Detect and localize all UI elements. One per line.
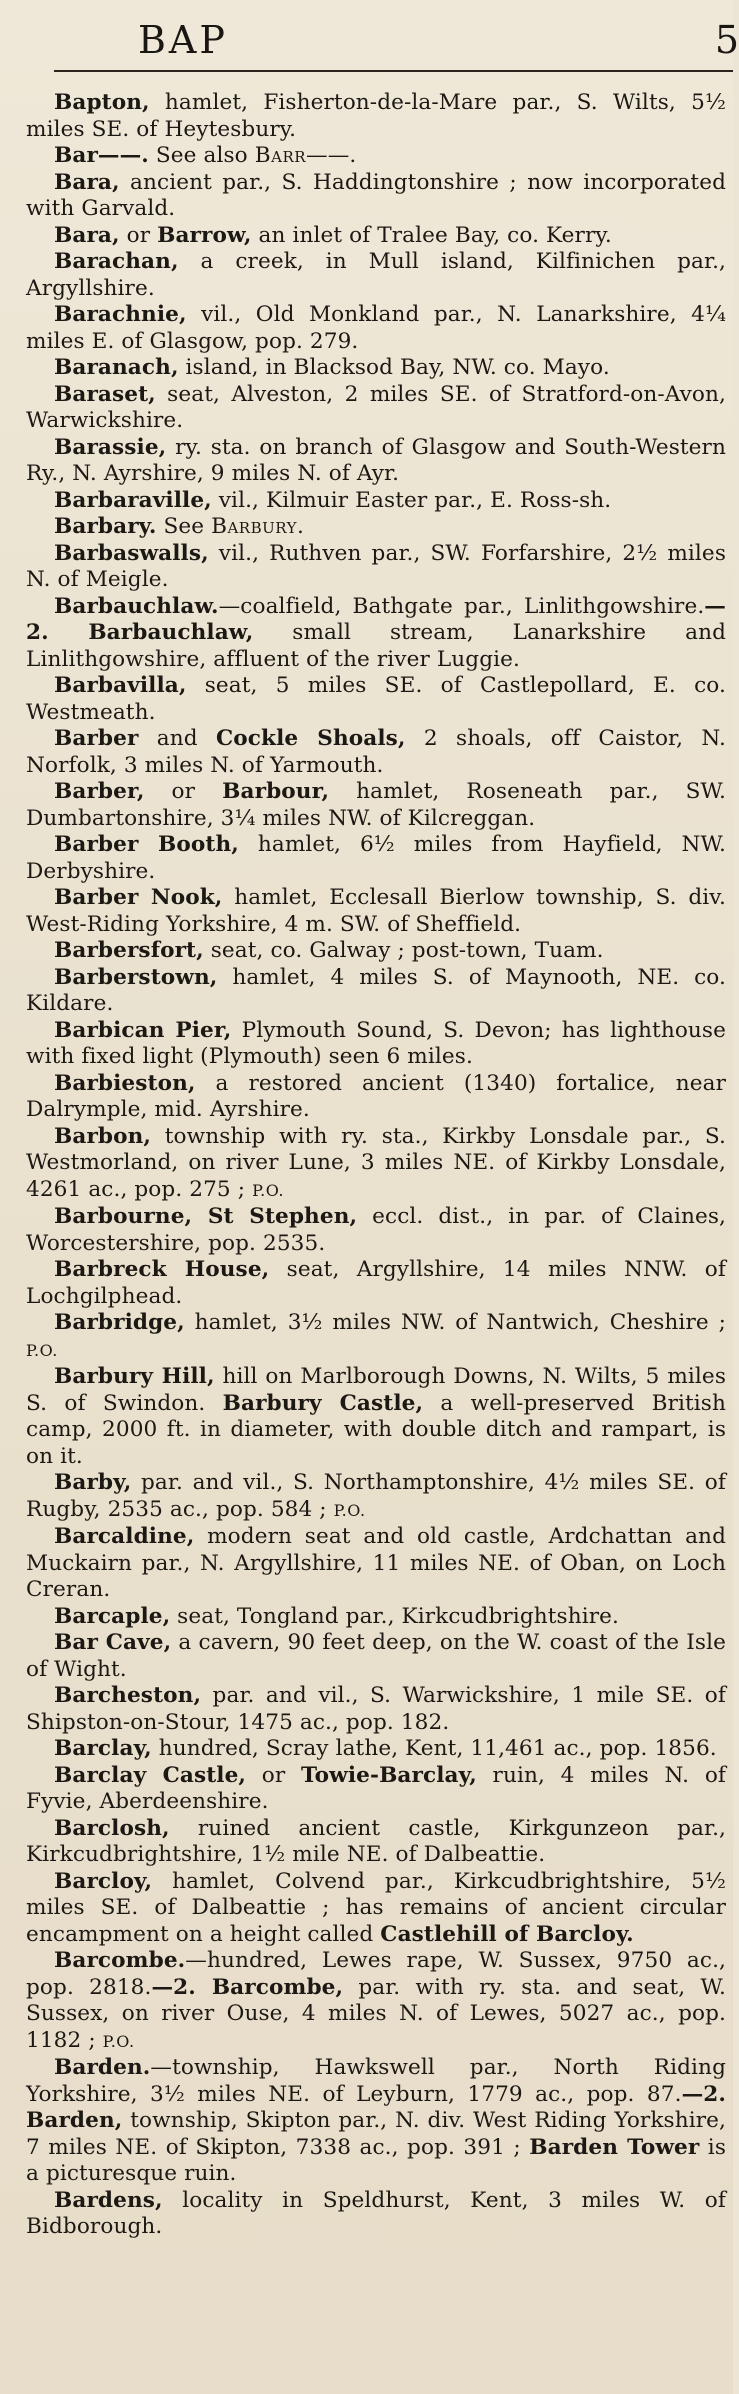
gazetteer-entry (26, 1310, 726, 1364)
gazetteer-entry (26, 1257, 726, 1310)
entry-text: or (246, 1762, 301, 1788)
cross-reference: Barr (254, 143, 307, 168)
entry-headword: Barbaraville, (54, 487, 212, 513)
entry-headword: Barbaswalls, (54, 540, 209, 566)
entry-text: seat, 5 miles SE. of Castlepollard, E. co. Westmeath. (26, 673, 726, 725)
running-head: BAP (138, 18, 228, 62)
entry-text: locality in Speldhurst, Kent, 3 miles W. of Bidborough. (26, 2187, 726, 2239)
entry-text: ——. (306, 143, 357, 168)
gazetteer-entry (26, 170, 726, 223)
entry-headword: Cockle Shoals, (216, 726, 406, 751)
entry-headword: Barbon, (54, 1123, 152, 1149)
entry-text: 2 shoals, off Caistor, N. Norfolk, 3 miles N. of Yarmouth. (26, 726, 726, 778)
entry-text: —hundred, Lewes rape, W. Sussex, 9750 ac., pop. 2818. (26, 1948, 726, 2000)
entry-headword: Barberstown, (54, 964, 218, 990)
entry-text: vil., Ruthven par., SW. Forfarshire, 2½ miles N. of Meigle. (26, 540, 726, 592)
entry-headword: Baraset, (54, 381, 156, 407)
entry-text: See (156, 514, 212, 539)
gazetteer-entry (26, 249, 726, 302)
gazetteer-entry (26, 514, 726, 541)
entry-text: ancient par., S. Haddingtonshire ; now incorporated with Garvald. (26, 169, 726, 221)
entry-headword: Towie-Barclay, (300, 1762, 477, 1788)
entry-text: island, in Blacksod Bay, NW. co. Mayo. (178, 355, 610, 380)
entry-headword: Barachan, (54, 249, 179, 274)
entry-text: ruined ancient castle, Kirkgunzeon par., Kirkcudbrightshire, 1½ mile NE. of Dalbeattie. (26, 1815, 726, 1867)
cross-reference: Barbury (211, 514, 297, 539)
entry-headword: Barbourne, St Stephen, (54, 1204, 358, 1229)
entry-headword: Barbreck House, (54, 1257, 270, 1282)
gazetteer-entry (26, 435, 726, 488)
entry-text: and (138, 726, 217, 751)
gazetteer-entry (26, 1948, 726, 2055)
entry-text: See also (148, 143, 255, 168)
entry-text: hamlet, 3½ miles NW. of Nantwich, Cheshire ; (184, 1310, 726, 1335)
entry-text: township with ry. sta., Kirkby Lonsdale par., S. Westmorland, on river Lune, 3 miles NE. of Kirkby Lonsdale, 4261 ac., pop. 275 ; (26, 1123, 726, 1202)
entry-headword: Castlehill of Barcloy. (380, 1921, 634, 1947)
gazetteer-entry (26, 938, 726, 965)
entry-text: hamlet, Roseneath par., SW. Dumbartonshire, 3¼ miles NW. of Kilcreggan. (26, 779, 726, 831)
gazetteer-entry (26, 885, 726, 938)
entry-headword: Barclay, (54, 1736, 152, 1761)
gazetteer-entry (26, 223, 726, 250)
entry-headword: Barbour, (222, 779, 330, 804)
entry-text: par. with ry. sta. and seat, W. Sussex, on river Ouse, 4 miles N. of Lewes, 5027 ac., pop. 1182 ; (26, 1974, 726, 2053)
entry-headword: Barassie, (54, 434, 167, 460)
entry-headword: Bar——. (54, 143, 149, 168)
gazetteer-entry (26, 832, 726, 885)
gazetteer-entry (26, 1470, 726, 1524)
post-office-mark: P.O. (102, 2031, 135, 2051)
entry-text: vil., Old Monkland par., N. Lanarkshire, 4¼ miles E. of Glasgow, pop. 279. (26, 302, 726, 354)
entry-headword: Barcaldine, (54, 1524, 195, 1549)
entry-text: hamlet, 4 miles S. of Maynooth, NE. co. Kildare. (26, 964, 726, 1016)
entry-headword: Barcheston, (54, 1683, 202, 1708)
gazetteer-entry (26, 1763, 726, 1816)
gazetteer-entry (26, 1124, 726, 1205)
gazetteer-entry (26, 965, 726, 1018)
gazetteer-entry (26, 779, 726, 832)
gazetteer-entry (26, 726, 726, 779)
gazetteer-entry (26, 2055, 726, 2188)
gazetteer-entry (26, 302, 726, 355)
entry-text: ry. sta. on branch of Glasgow and South-Western Ry., N. Ayrshire, 9 miles N. of Ayr. (26, 434, 726, 486)
entry-text: seat, Argyllshire, 14 miles NNW. of Lochgilphead. (26, 1257, 726, 1309)
entry-text: an inlet of Tralee Bay, co. Kerry. (251, 222, 612, 248)
entry-headword: Barber (54, 726, 139, 751)
gazetteer-entry (26, 1816, 726, 1869)
header-rule (54, 70, 733, 72)
entry-text: hamlet, Fisherton-de-la-Mare par., S. Wilts, 5½ miles SE. of Heytesbury. (26, 90, 726, 142)
entry-text: hill on Marlborough Downs, N. Wilts, 5 miles S. of Swindon. (26, 1364, 726, 1416)
entry-headword: Barcombe. (54, 1948, 186, 1973)
entry-headword: Bara, (54, 169, 120, 195)
post-office-mark: P.O. (252, 1180, 284, 1200)
entry-headword: —2. Barcombe, (151, 1974, 344, 2000)
entry-text: par. and vil., S. Warwickshire, 1 mile SE. of Shipston-on-Stour, 1475 ac., pop. 182. (26, 1683, 726, 1735)
gazetteer-entry (26, 541, 726, 594)
entry-text: —coalfield, Bathgate par., Linlithgowshire. (218, 593, 705, 619)
entry-text: seat, co. Galway ; post-town, Tuam. (203, 938, 604, 963)
entry-headword: Barclosh, (54, 1815, 170, 1841)
entry-headword: Bar Cave, (54, 1630, 172, 1655)
entry-headword: —2. Barden, (26, 2081, 726, 2133)
entry-headword: Bara, (54, 222, 120, 248)
entry-headword: Barclay Castle, (54, 1762, 247, 1788)
entry-headword: Barbersfort, (54, 938, 204, 963)
entry-text: a cavern, 90 feet deep, on the W. coast of the Isle of Wight. (26, 1630, 726, 1682)
entry-text: —township, Hawkswell par., North Riding Yorkshire, 3½ miles NE. of Leyburn, 1779 ac., pop. 87. (26, 2055, 726, 2107)
gazetteer-entry (26, 1204, 726, 1257)
entry-headword: Bardens, (54, 2187, 163, 2213)
entry-headword: Barber Booth, (54, 832, 239, 857)
entry-text: eccl. dist., in par. of Claines, Worcestershire, pop. 2535. (26, 1204, 726, 1256)
entry-headword: Barden Tower (529, 2134, 700, 2160)
gazetteer-entry (26, 382, 726, 435)
entry-text: ruin, 4 miles N. of Fyvie, Aberdeenshire. (26, 1762, 727, 1814)
entry-headword: Barbary. (54, 514, 157, 539)
post-office-mark: P.O. (333, 1500, 366, 1520)
entry-headword: Barbury Castle, (222, 1390, 424, 1416)
page-header (0, 0, 739, 100)
gazetteer-entry (26, 1071, 726, 1124)
entry-text: . (296, 514, 304, 539)
entry-headword: —2. Barbauchlaw, (26, 593, 726, 645)
entry-headword: Barbury Hill, (54, 1364, 215, 1389)
entry-text: is a picturesque ruin. (26, 2134, 726, 2186)
entry-text: seat, Alveston, 2 miles SE. of Stratford-on-Avon, Warwickshire. (26, 381, 726, 433)
entries-column (26, 90, 726, 2241)
entry-text: a creek, in Mull island, Kilfinichen par., Argyllshire. (26, 249, 726, 301)
entry-text: or (119, 222, 158, 248)
gazetteer-entry (26, 355, 726, 382)
gazetteer-entry (26, 1364, 726, 1470)
gazetteer-entry (26, 90, 726, 143)
entry-text: hamlet, 6½ miles from Hayfield, NW. Derbyshire. (26, 832, 726, 884)
entry-text: hamlet, Colvend par., Kirkcudbrightshire, 5½ miles SE. of Dalbeattie ; has remains of ancient circular encampment on a height called (26, 1868, 726, 1947)
gazetteer-entry (26, 1869, 726, 1949)
entry-headword: Barcaple, (54, 1603, 171, 1629)
entry-text: a restored ancient (1340) fortalice, near Dalrymple, mid. Ayrshire. (26, 1070, 726, 1122)
gazetteer-entry (26, 1604, 726, 1631)
entry-headword: Barden. (54, 2055, 151, 2080)
entry-text: or (144, 779, 223, 804)
entry-text: seat, Tongland par., Kirkcudbrightshire. (170, 1603, 619, 1629)
entry-headword: Barrow, (157, 222, 252, 248)
gazetteer-entry (26, 1018, 726, 1071)
entry-text: hundred, Scray lathe, Kent, 11,461 ac., pop. 1856. (151, 1736, 717, 1761)
gazetteer-entry (26, 673, 726, 726)
entry-headword: Barber Nook, (54, 885, 223, 910)
entry-text: vil., Kilmuir Easter par., E. Ross-sh. (211, 487, 612, 513)
post-office-mark: P.O. (26, 1340, 58, 1360)
gazetteer-entry (26, 594, 726, 674)
entry-text: Plymouth Sound, S. Devon; has lighthouse with fixed light (Plymouth) seen 6 miles. (26, 1017, 726, 1069)
gazetteer-entry (26, 1736, 726, 1763)
entry-text: modern seat and old castle, Ardchattan and Muckairn par., N. Argyllshire, 11 miles NE. of Oban, on Loch Creran. (26, 1524, 726, 1602)
entry-headword: Bapton, (54, 90, 150, 115)
entry-headword: Barbican Pier, (54, 1017, 232, 1043)
gazetteer-entry (26, 1683, 726, 1736)
entry-text: a well-preserved British camp, 2000 ft. in diameter, with double ditch and rampart, is on it. (26, 1390, 726, 1469)
entry-text: small stream, Lanarkshire and Linlithgowshire, affluent of the river Luggie. (26, 620, 727, 672)
entry-headword: Barachnie, (54, 302, 187, 327)
entry-headword: Barbavilla, (54, 673, 187, 698)
entry-headword: Barber, (54, 779, 145, 804)
gazetteer-entry (26, 488, 726, 515)
page-number: 5 (714, 18, 739, 62)
entry-headword: Baranach, (54, 355, 179, 380)
gazetteer-entry (26, 1524, 726, 1604)
entry-text: township, Skipton par., N. div. West Riding Yorkshire, 7 miles NE. of Skipton, 7338 ac., pop. 391 ; (26, 2108, 726, 2160)
entry-headword: Barcloy, (54, 1868, 153, 1894)
entry-text: par. and vil., S. Northamptonshire, 4½ miles SE. of Rugby, 2535 ac., pop. 584 ; (26, 1470, 726, 1522)
gazetteer-entry (26, 1630, 726, 1683)
entry-headword: Barbauchlaw. (54, 593, 219, 619)
entry-headword: Barby, (54, 1470, 132, 1495)
entry-headword: Barbridge, (54, 1310, 185, 1335)
gazetteer-entry (26, 2188, 726, 2241)
entry-headword: Barbieston, (54, 1070, 196, 1096)
entry-text: hamlet, Ecclesall Bierlow township, S. div. West-Riding Yorkshire, 4 m. SW. of Sheffield. (26, 885, 726, 937)
gazetteer-entry (26, 143, 726, 170)
